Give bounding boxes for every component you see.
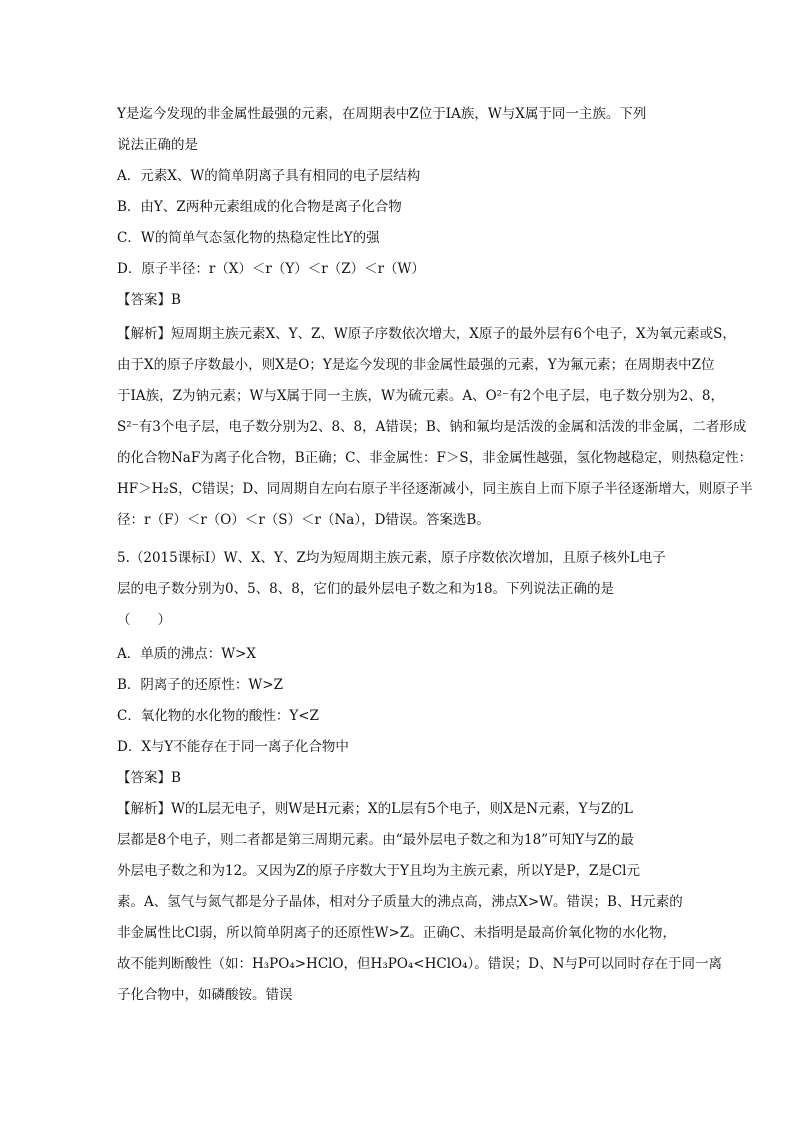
q5-option-c: C．氧化物的水化物的酸性：Y<Z xyxy=(117,708,319,724)
q5-option-b: B．阴离子的还原性：W>Z xyxy=(117,677,283,693)
q4-analysis-line-4: S²⁻有3个电子层，电子数分别为2、8、8，A错误；B、钠和氟均是活泼的金属和活泼的非金属，二者形成 xyxy=(117,419,747,435)
q5-analysis-line-1: 【解析】W的L层无电子，则W是H元素；X的L层有5个电子，则X是N元素，Y与Z的L xyxy=(117,801,633,817)
q4-stem-line-2: 说法正确的是 xyxy=(117,137,198,153)
q4-analysis-line-7: 径：r（F）＜r（O）＜r（S）＜r（Na），D错误。答案选B。 xyxy=(117,512,490,528)
q4-analysis-line-1: 【解析】短周期主族元素X、Y、Z、W原子序数依次增大，X原子的最外层有6个电子，X为氧元素或S， xyxy=(117,326,736,342)
q4-option-b: B．由Y、Z两种元素组成的化合物是离子化合物 xyxy=(117,199,402,215)
q5-answer: 【答案】B xyxy=(117,770,181,786)
q4-option-a: A．元素X、W的简单阴离子具有相同的电子层结构 xyxy=(117,168,421,184)
q4-stem-line-1: Y是迄今发现的非金属性最强的元素，在周期表中Z位于ⅠA族，W与X属于同一主族。下列 xyxy=(117,106,647,122)
q5-analysis-line-3: 外层电子数之和为12。又因为Z的原子序数大于Y且均为主族元素，所以Y是P，Z是Cl元 xyxy=(117,863,640,879)
q5-stem-line-3: （ ） xyxy=(117,612,171,628)
q5-analysis-line-7: 子化合物中，如磷酸铵。错误 xyxy=(117,987,293,1003)
q4-option-d: D．原子半径：r（X）＜r（Y）＜r（Z）＜r（W） xyxy=(117,261,425,277)
q4-analysis-line-6: HF＞H₂S，C错误；D、同周期自左向右原子半径逐渐减小，同主族自上而下原子半径逐渐增大，则原子半 xyxy=(117,481,753,497)
q5-option-d: D．X与Y不能存在于同一离子化合物中 xyxy=(117,739,349,755)
q4-answer: 【答案】B xyxy=(117,292,181,308)
q5-stem-line-1: 5.（2015课标Ⅰ）W、X、Y、Z均为短周期主族元素，原子序数依次增加，且原子核外L电子 xyxy=(117,550,666,566)
q5-option-a: A．单质的沸点：W>X xyxy=(117,646,257,662)
q5-analysis-line-2: 层都是8个电子，则二者都是第三周期元素。由“最外层电子数之和为18”可知Y与Z的最 xyxy=(117,832,634,848)
q5-stem-line-2: 层的电子数分别为0、5、8、8，它们的最外层电子数之和为18。下列说法正确的是 xyxy=(117,581,615,597)
q5-analysis-line-5: 非金属性比Cl弱，所以简单阴离子的还原性W>Z。正确C、未指明是最高价氧化物的水化物， xyxy=(117,925,677,941)
q4-analysis-line-5: 的化合物NaF为离子化合物，B正确；C、非金属性：F＞S，非金属性越强，氢化物越稳定，则热稳定性： xyxy=(117,450,753,466)
q5-analysis-line-6: 故不能判断酸性（如：H₃PO₄>HClO，但H₃PO₄<HClO₄）。错误；D、N与P可以同时存在于同一离 xyxy=(117,956,722,972)
q4-option-c: C．W的简单气态氢化物的热稳定性比Y的强 xyxy=(117,230,380,246)
q4-analysis-line-2: 由于X的原子序数最小，则X是O；Y是迄今发现的非金属性最强的元素，Y为氟元素；在周期表中Z位 xyxy=(117,357,715,373)
q4-analysis-line-3: 于ⅠA族，Z为钠元素；W与X属于同一主族，W为硫元素。A、O²⁻有2个电子层，电子数分别为2、8， xyxy=(117,388,724,404)
q5-analysis-line-4: 素。A、氢气与氮气都是分子晶体，相对分子质量大的沸点高，沸点X>W。错误；B、H元素的 xyxy=(117,894,683,910)
